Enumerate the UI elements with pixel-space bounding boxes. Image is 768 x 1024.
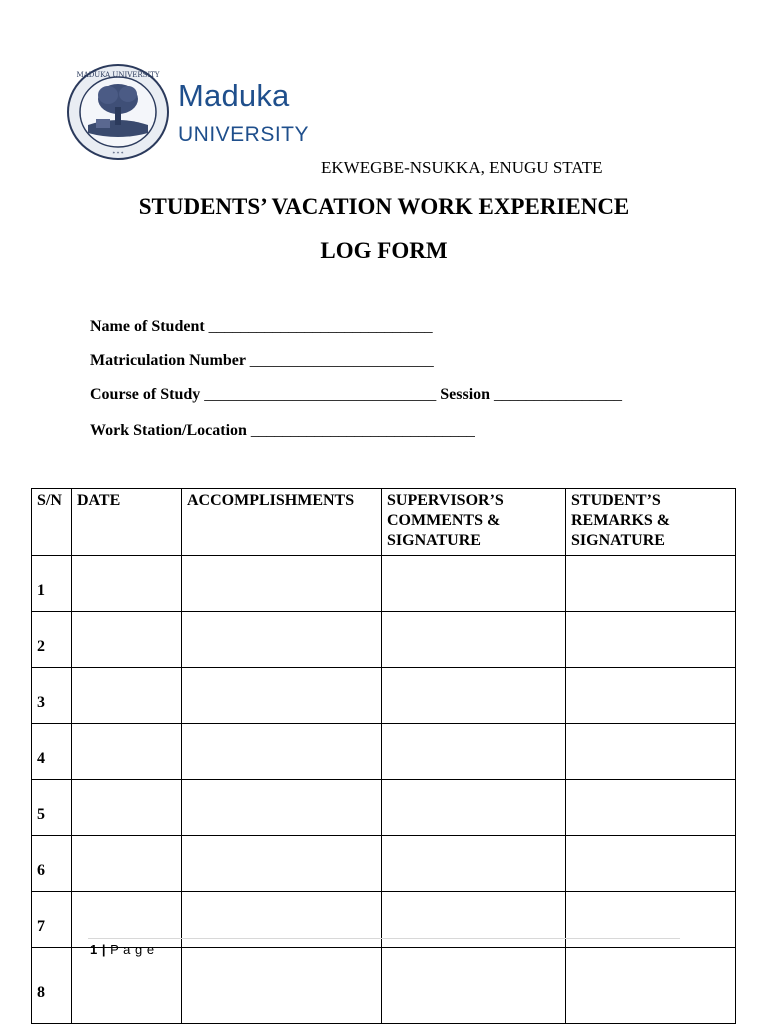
course-blank[interactable]: _____________________________ [204,386,437,403]
supervisor-cell[interactable] [382,724,566,780]
accomplishments-cell[interactable] [182,836,382,892]
row-number: 2 [32,612,72,668]
supervisor-cell[interactable] [382,556,566,612]
header-date: DATE [72,489,182,556]
matric-number-label: Matriculation Number [90,352,246,369]
session-blank[interactable]: ________________ [494,386,623,403]
supervisor-cell[interactable] [382,892,566,948]
accomplishments-cell[interactable] [182,556,382,612]
matric-number-field[interactable] [90,352,434,370]
brand-name: Maduka [178,78,290,113]
table-row [32,556,736,612]
student-remarks-cell[interactable] [566,948,736,1024]
form-title-line-1: STUDENTS’ VACATION WORK EXPERIENCE [138,194,630,219]
student-name-field[interactable] [90,318,433,336]
student-remarks-cell[interactable] [566,612,736,668]
footer-divider [88,938,680,939]
table-row [32,948,736,1024]
date-cell[interactable] [72,892,182,948]
row-number: 6 [32,836,72,892]
header-supervisor-line-2: COMMENTS & [387,512,501,529]
header-accomplishments: ACCOMPLISHMENTS [182,489,382,556]
svg-text:* * *: * * * [112,151,124,157]
date-cell[interactable] [72,948,182,1024]
table-row [32,836,736,892]
page-label: P a g e [110,942,155,957]
work-station-label: Work Station/Location [90,422,247,439]
accomplishments-cell[interactable] [182,668,382,724]
page-footer [90,942,155,957]
page-number: 1 [90,942,98,957]
row-number: 3 [32,668,72,724]
table-row [32,612,736,668]
student-remarks-cell[interactable] [566,724,736,780]
table-row [32,668,736,724]
accomplishments-cell[interactable] [182,724,382,780]
course-label: Course of Study [90,386,201,403]
supervisor-cell[interactable] [382,668,566,724]
row-number: 7 [32,892,72,948]
session-label: Session [440,386,491,403]
date-cell[interactable] [72,780,182,836]
work-station-blank[interactable]: ____________________________ [250,422,475,439]
supervisor-cell[interactable] [382,836,566,892]
table-row [32,724,736,780]
university-location: EKWEGBE-NSUKKA, ENUGU STATE [321,158,603,177]
student-name-label: Name of Student [90,318,205,335]
student-remarks-cell[interactable] [566,668,736,724]
work-station-field[interactable] [90,422,475,440]
accomplishments-cell[interactable] [182,780,382,836]
student-remarks-cell[interactable] [566,780,736,836]
student-remarks-cell[interactable] [566,556,736,612]
accomplishments-cell[interactable] [182,948,382,1024]
matric-number-blank[interactable]: _______________________ [249,352,434,369]
date-cell[interactable] [72,612,182,668]
svg-text:MADUKA UNIVERSITY: MADUKA UNIVERSITY [76,71,160,79]
table-row [32,780,736,836]
student-remarks-cell[interactable] [566,892,736,948]
header-student-remarks [566,489,736,556]
table-row [32,892,736,948]
row-number: 8 [32,948,72,1024]
accomplishments-cell[interactable] [182,612,382,668]
header-student-line-2: REMARKS & [571,512,671,529]
table-header-row [32,489,736,556]
date-cell[interactable] [72,836,182,892]
row-number: 1 [32,556,72,612]
date-cell[interactable] [72,724,182,780]
student-remarks-cell[interactable] [566,836,736,892]
accomplishments-cell[interactable] [182,892,382,948]
header-supervisor-line-1: SUPERVISOR’S [387,492,504,509]
date-cell[interactable] [72,556,182,612]
supervisor-cell[interactable] [382,612,566,668]
row-number: 4 [32,724,72,780]
brand-subtitle: UNIVERSITY [178,123,310,146]
course-session-field[interactable] [90,386,622,404]
header-sn: S/N [32,489,72,556]
student-name-blank[interactable]: ____________________________ [208,318,433,335]
supervisor-cell[interactable] [382,948,566,1024]
university-seal-icon [66,63,170,161]
supervisor-cell[interactable] [382,780,566,836]
header-student-line-1: STUDENT’S [571,492,661,509]
footer-separator: | [101,942,106,957]
row-number: 5 [32,780,72,836]
header-supervisor-comments [382,489,566,556]
form-title-line-2: LOG FORM [320,238,448,263]
date-cell[interactable] [72,668,182,724]
header-supervisor-line-3: SIGNATURE [387,532,481,549]
header-student-line-3: SIGNATURE [571,532,665,549]
